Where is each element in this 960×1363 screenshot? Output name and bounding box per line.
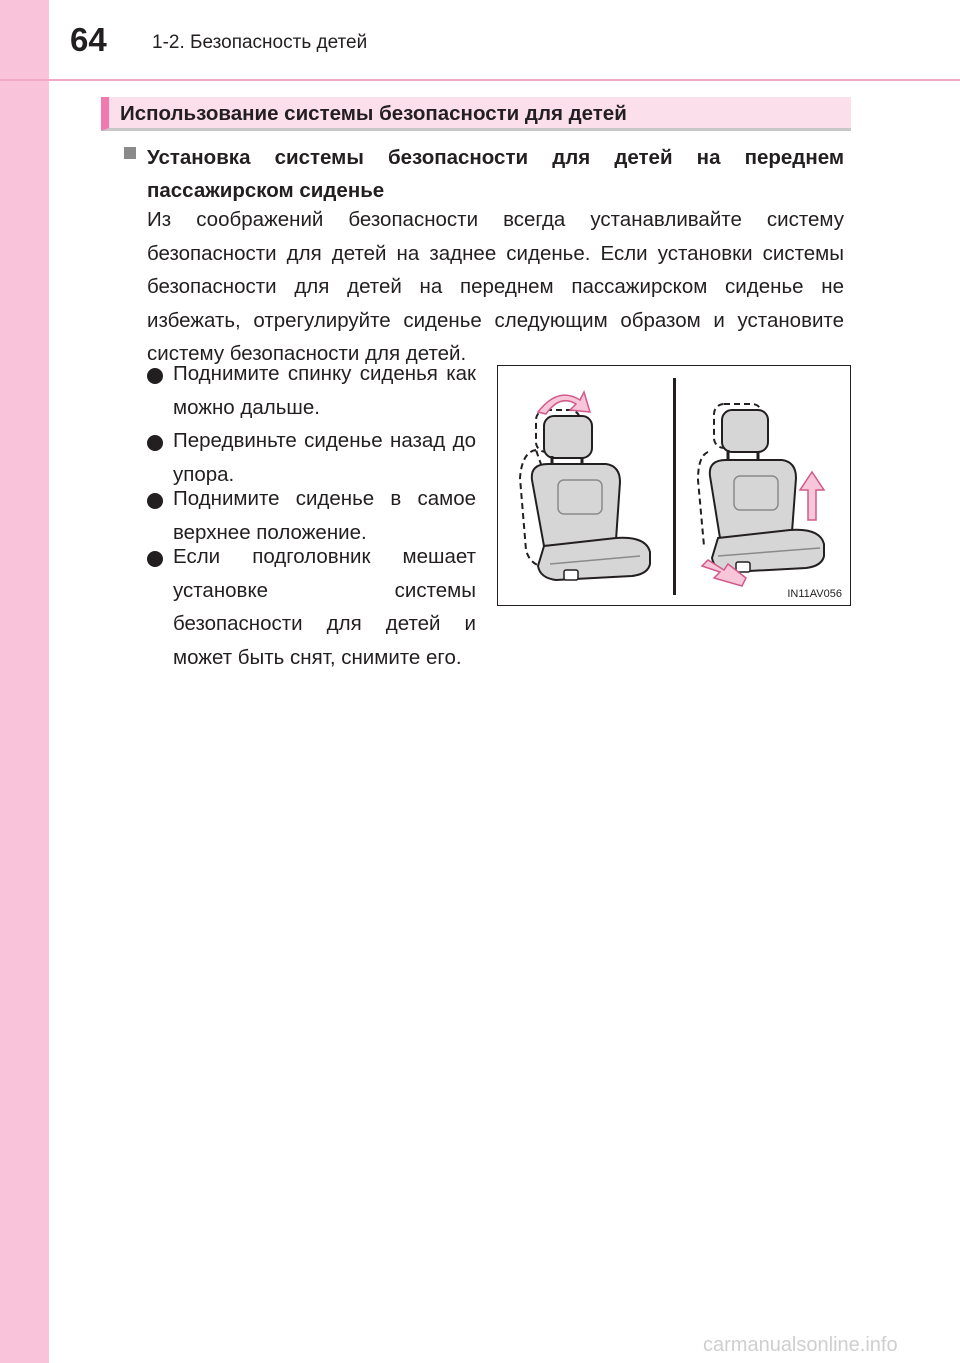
bullet-dot-icon: [147, 551, 163, 567]
intro-paragraph: Из соображений безопасности всегда устанавливайте систему безопасности для детей на заднее сиденье. Если установки системы безопасности для детей на переднем пассажирском сиденье не избежать, отрегулируйте сиденье следующим образом и установите систему безопасности для детей.: [147, 208, 844, 365]
seat-adjustment-figure: [497, 365, 851, 606]
seat-lift-up-arrow-icon: [800, 472, 824, 520]
bullet-item-4: Если подголовник мешает установке системы безопасности для детей и может быть снят, снимите его.: [173, 545, 476, 669]
section-title: Использование системы безопасности для детей: [120, 102, 627, 125]
figure-code: IN11AV056: [787, 588, 842, 600]
bullet-dot-icon: [147, 493, 163, 509]
section-title-bar: [101, 97, 851, 131]
square-bullet-icon: [124, 147, 136, 159]
bullet-item-2: Передвиньте сиденье назад до упора.: [173, 429, 476, 486]
page-number: 64: [70, 21, 107, 58]
bullet-dot-icon: [147, 435, 163, 451]
side-color-band: [0, 0, 49, 1363]
bullet-item-3: Поднимите сиденье в самое верхнее положение.: [173, 487, 476, 544]
subsection-heading: Установка системы безопасности для детей на переднем пассажирском сиденье: [147, 146, 844, 202]
bullet-dot-icon: [147, 368, 163, 384]
chapter-title: 1-2. Безопасность детей: [152, 32, 368, 53]
seat-backrest-adjustment-illustration: [508, 380, 668, 590]
seat-backrest-upright-arrow-icon: [538, 392, 590, 414]
figure-divider: [673, 378, 676, 595]
seat-position-adjustment-illustration: [684, 380, 844, 590]
bullet-item-1: Поднимите спинку сиденья как можно дальше.: [173, 362, 476, 419]
header-rule: [0, 79, 960, 81]
watermark: carmanualsonline.info: [703, 1334, 898, 1356]
